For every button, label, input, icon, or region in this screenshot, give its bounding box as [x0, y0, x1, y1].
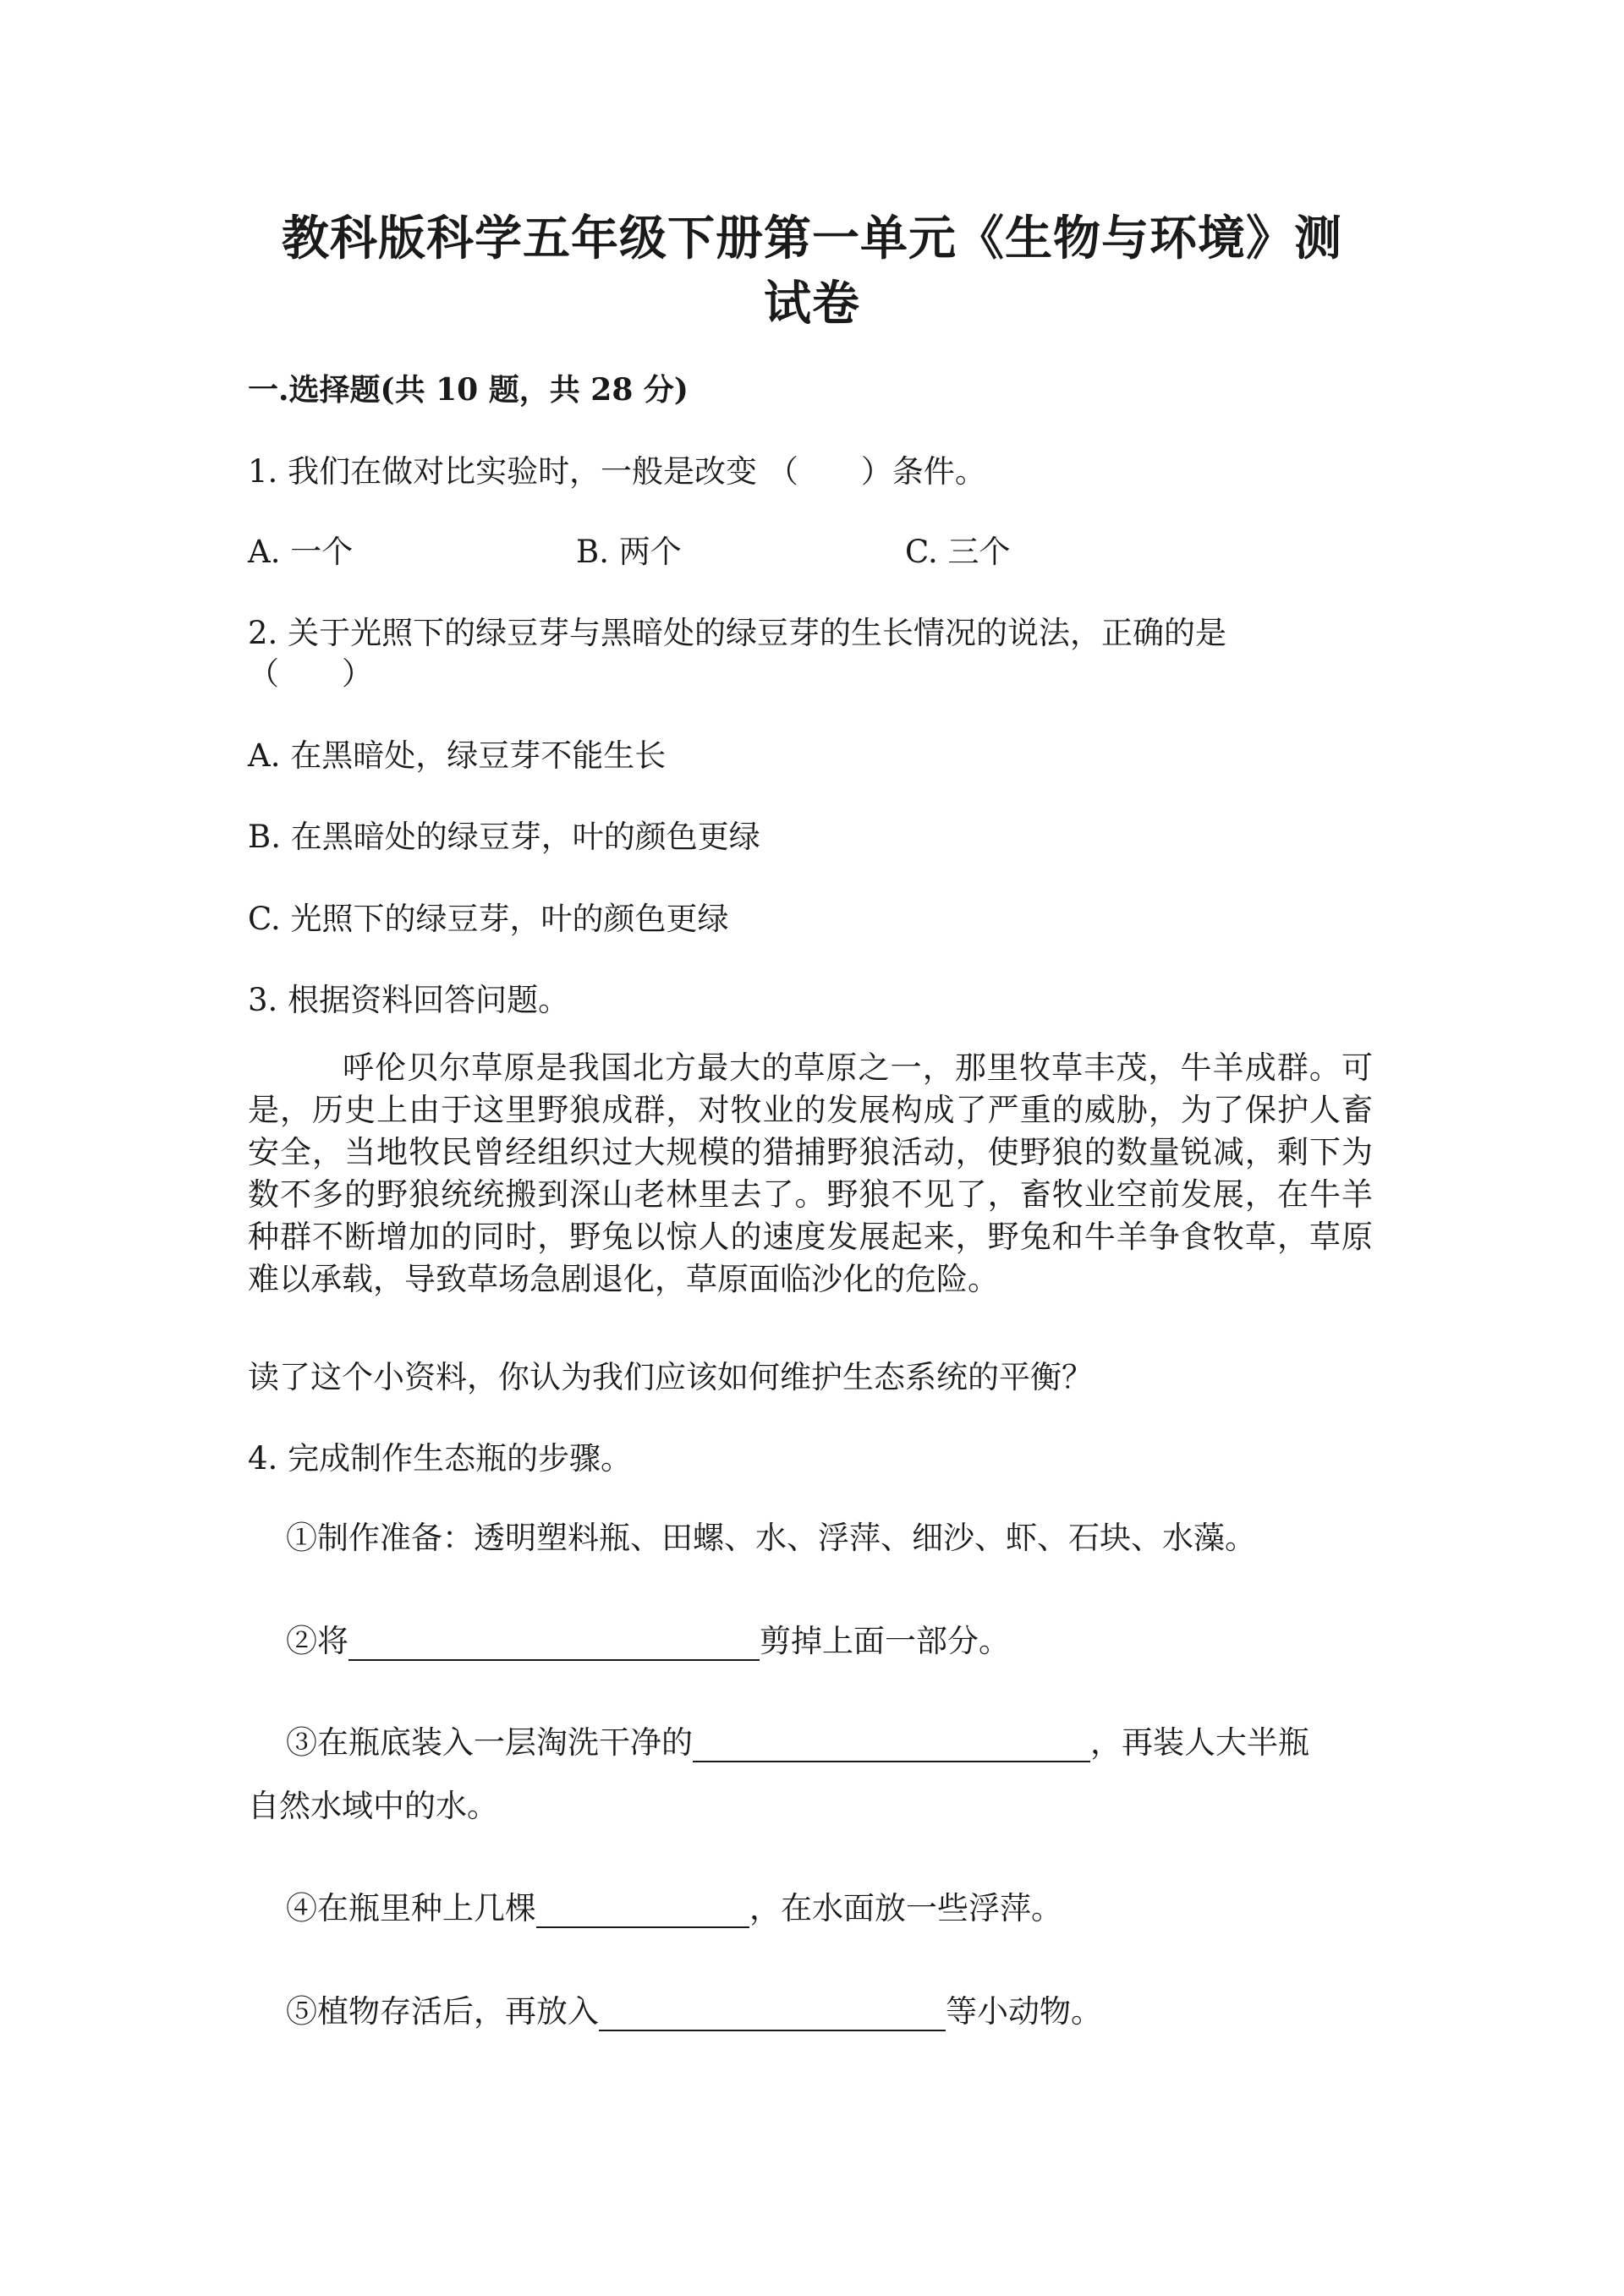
- question-2-option-b[interactable]: B. 在黑暗处的绿豆芽，叶的颜色更绿: [248, 819, 760, 855]
- step-5-prefix: ⑤植物存活后，再放入: [286, 1993, 599, 2030]
- exam-title-line-2: 试卷: [764, 276, 860, 332]
- step-3-blank[interactable]: [693, 1727, 1090, 1762]
- step-3-prefix: ③在瓶底装入一层淘洗干净的: [286, 1724, 693, 1761]
- question-4-step-4: [286, 1882, 1062, 1928]
- step-2-prefix: ②将: [286, 1623, 348, 1659]
- question-3-stem: 3. 根据资料回答问题。: [248, 982, 570, 1018]
- question-2-option-a[interactable]: A. 在黑暗处，绿豆芽不能生长: [248, 737, 667, 774]
- step-4-suffix: ，在水面放一些浮萍。: [749, 1890, 1062, 1926]
- exam-title-line-1: 教科版科学五年级下册第一单元《生物与环境》测: [282, 211, 1342, 266]
- step-3-suffix: ，再装人大半瓶: [1090, 1724, 1309, 1761]
- section-heading: 一.选择题(共 10 题，共 28 分): [248, 372, 689, 408]
- question-2-stem-bracket: （ ）: [248, 655, 373, 692]
- question-3-passage: 呼伦贝尔草原是我国北方最大的草原之一，那里牧草丰茂，牛羊成群。可是，历史上由于这里野狼成群，对牧业的发展构成了严重的威胁，为了保护人畜安全，当地牧民曾经组织过大规模的猎捕野狼活动，使野狼的数量锐减，剩下为数不多的野狼统统搬到深山老林里去了。野狼不见了，畜牧业空前发展，在牛羊种群不断增加的同时，野兔以惊人的速度发展起来，野兔和牛羊争食牧草，草原难以承载，导致草场急剧退化，草原面临沙化的危险。: [248, 1049, 1373, 1297]
- question-4-step-2: [286, 1615, 1010, 1661]
- step-5-blank[interactable]: [599, 1996, 946, 2031]
- question-3-question: 读了这个小资料，你认为我们应该如何维护生态系统的平衡？: [248, 1359, 1093, 1395]
- question-4-step-1: ①制作准备：透明塑料瓶、田螺、水、浮萍、细沙、虾、石块、水藻。: [286, 1520, 1256, 1556]
- question-4-step-3-continued: 自然水域中的水。: [248, 1788, 498, 1824]
- question-1-option-b[interactable]: B. 两个: [576, 534, 682, 570]
- step-5-suffix: 等小动物。: [946, 1993, 1102, 2030]
- question-2-stem: 2. 关于光照下的绿豆芽与黑暗处的绿豆芽的生长情况的说法，正确的是: [248, 615, 1227, 651]
- question-1-option-c[interactable]: C. 三个: [905, 534, 1011, 570]
- question-2-option-c[interactable]: C. 光照下的绿豆芽，叶的颜色更绿: [248, 901, 729, 937]
- question-1-stem: 1. 我们在做对比实验时，一般是改变 （ ）条件。: [248, 453, 986, 490]
- step-2-suffix: 剪掉上面一部分。: [760, 1623, 1010, 1659]
- step-4-blank[interactable]: [536, 1893, 749, 1928]
- question-4-step-3: [286, 1717, 1309, 1762]
- question-4-step-5: [286, 1986, 1102, 2031]
- question-1-option-a[interactable]: A. 一个: [248, 534, 354, 570]
- step-2-blank[interactable]: [348, 1625, 760, 1661]
- step-4-prefix: ④在瓶里种上几棵: [286, 1890, 536, 1926]
- question-4-stem: 4. 完成制作生态瓶的步骤。: [248, 1440, 633, 1477]
